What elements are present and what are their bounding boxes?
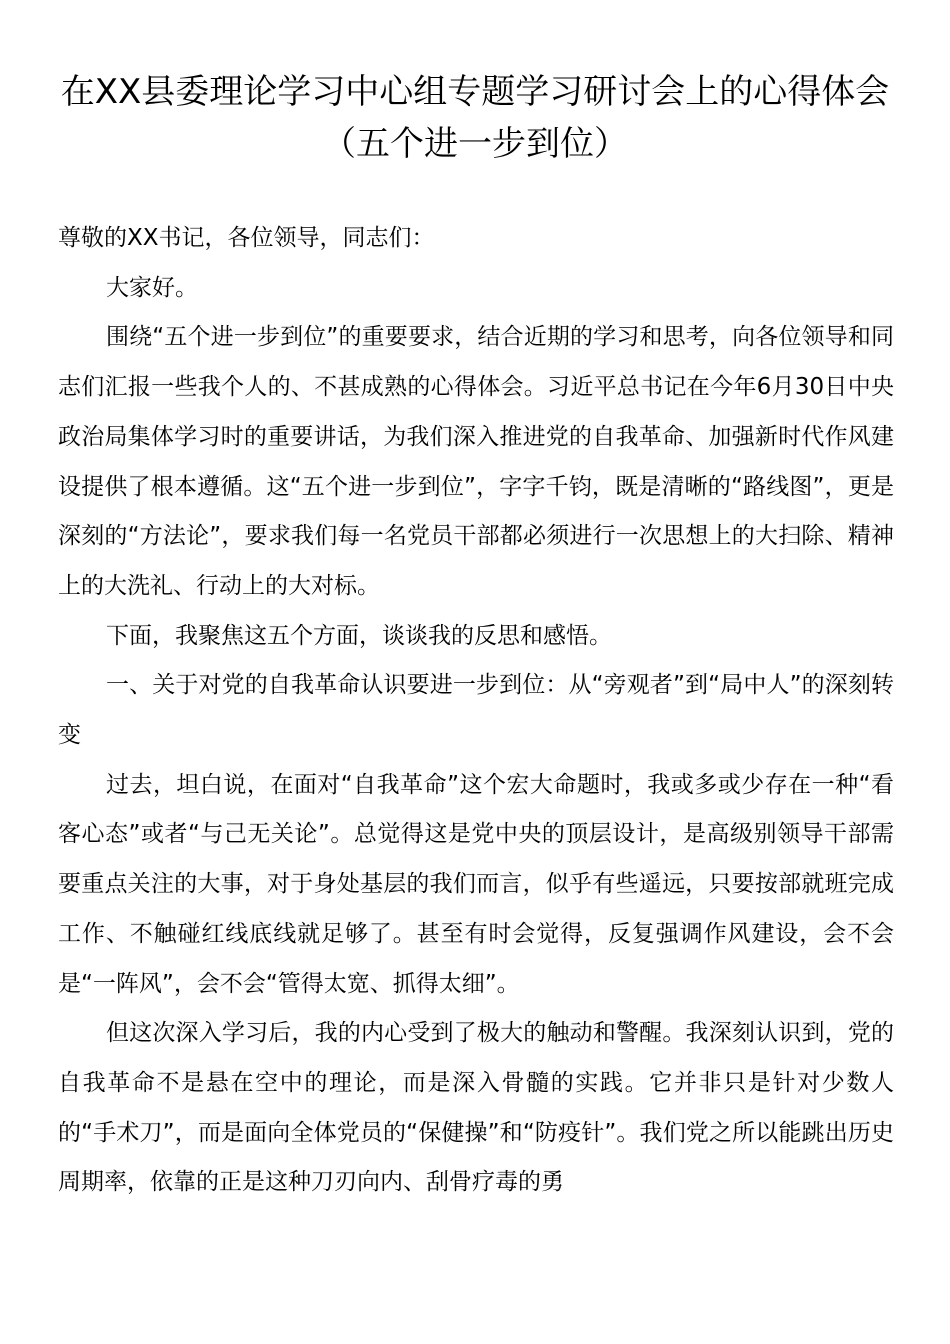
paragraph-reflection: 过去，坦白说，在面对“自我革命”这个宏大命题时，我或多或少存在一种“看客心态”或者“与己无关论”。总觉得这是党中央的顶层设计，是高级别领导干部需要重点关注的大事，对于身处基层的我们而言，似乎有些遥远，只要按部就班完成工作、不触碰红线底线就足够了。甚至有时会觉得，反复强调作风建设，会不会是“一阵风”，会不会“管得太宽、抓得太细”。 — [58, 771, 894, 997]
section-heading-1: 一、关于对党的自我革命认识要进一步到位：从“旁观者”到“局中人”的深刻转变 — [58, 672, 894, 749]
document-body — [58, 214, 894, 1208]
paragraph-realization: 但这次深入学习后，我的内心受到了极大的触动和警醒。我深刻认识到，党的自我革命不是悬在空中的理论，而是深入骨髓的实践。它并非只是针对少数人的“手术刀”，而是面向全体党员的“保健操”和“防疫针”。我们党之所以能跳出历史周期率，依靠的正是这种刀刃向内、刮骨疗毒的勇 — [58, 1020, 894, 1196]
paragraph-greeting: 大家好。 — [106, 274, 198, 301]
document-title: 在XX县委理论学习中心组专题学习研讨会上的心得体会（五个进一步到位） — [60, 72, 890, 164]
paragraph-intro: 围绕“五个进一步到位”的重要要求，结合近期的学习和思考，向各位领导和同志们汇报一些我个人的、不甚成熟的心得体会。习近平总书记在今年6月30日中央政治局集体学习时的重要讲话，为我们深入推进党的自我革命、加强新时代作风建设提供了根本遵循。这“五个进一步到位”，字字千钧，既是清晰的“路线图”，更是深刻的“方法论”，要求我们每一名党员干部都必须进行一次思想上的大扫除、精神上的大洗礼、行动上的大对标。 — [58, 324, 894, 599]
paragraph-transition: 下面，我聚焦这五个方面，谈谈我的反思和感悟。 — [106, 622, 612, 649]
salutation: 尊敬的XX书记，各位领导，同志们： — [58, 225, 435, 251]
